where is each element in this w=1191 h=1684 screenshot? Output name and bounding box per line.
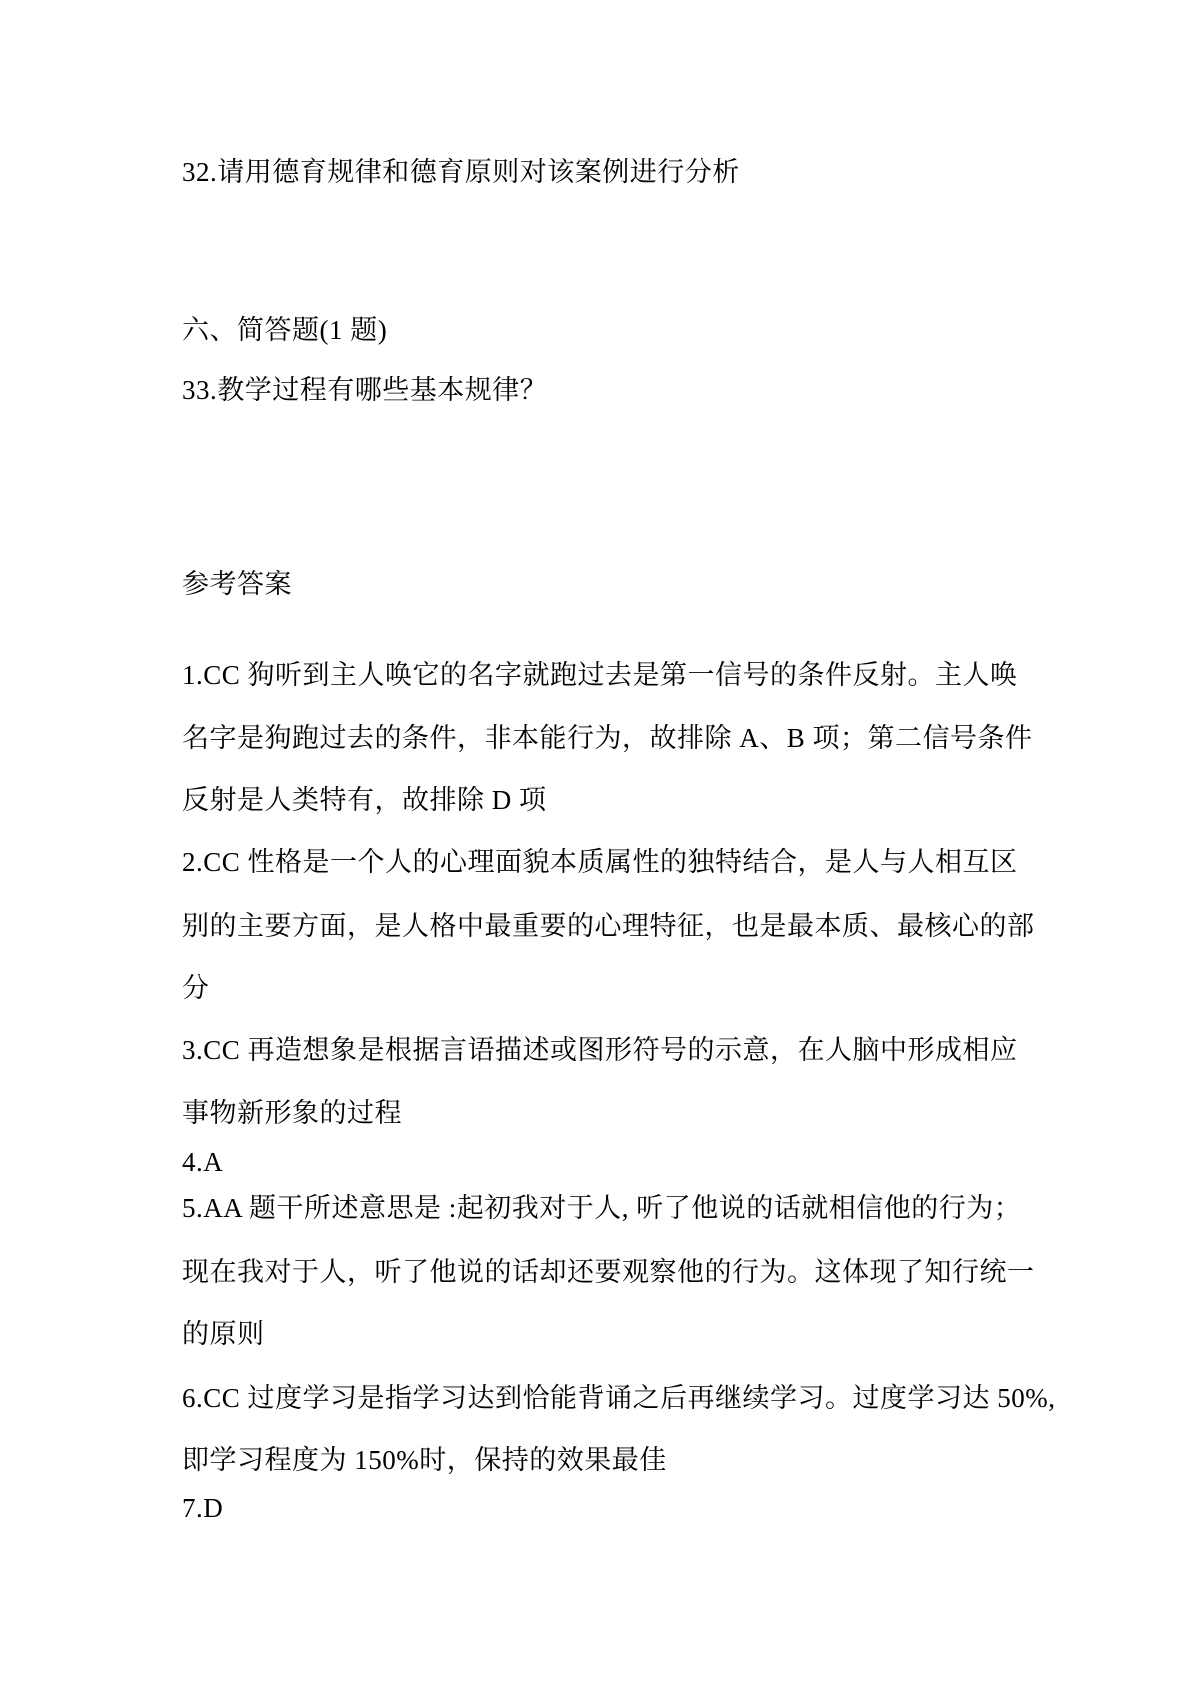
answer-line: 名字是狗跑过去的条件，非本能行为，故排除 A、B 项；第二信号条件 [182, 723, 1033, 753]
answer-line: 现在我对于人，听了他说的话却还要观察他的行为。这体现了知行统一 [182, 1257, 1035, 1287]
answers-heading: 参考答案 [182, 569, 292, 599]
answer-line: 5.AA 题干所述意思是 :起初我对于人, 听了他说的话就相信他的行为； [182, 1193, 1022, 1223]
section-6-heading: 六、简答题(1 题) [182, 315, 388, 345]
answer-line: 6.CC 过度学习是指学习达到恰能背诵之后再继续学习。过度学习达 50%, [182, 1383, 1056, 1413]
answer-line: 的原则 [182, 1319, 265, 1349]
answer-line: 反射是人类特有，故排除 D 项 [182, 785, 547, 815]
answer-line: 别的主要方面，是人格中最重要的心理特征，也是最本质、最核心的部 [182, 911, 1035, 941]
question-33: 33.教学过程有哪些基本规律？ [182, 375, 548, 405]
answer-line: 事物新形象的过程 [182, 1098, 402, 1128]
answer-line: 2.CC 性格是一个人的心理面貌本质属性的独特结合，是人与人相互区 [182, 847, 1018, 877]
answer-line: 即学习程度为 150%时，保持的效果最佳 [182, 1445, 667, 1475]
answer-line: 1.CC 狗听到主人唤它的名字就跑过去是第一信号的条件反射。主人唤 [182, 660, 1018, 690]
answer-line: 7.D [182, 1493, 224, 1523]
answer-line: 4.A [182, 1147, 224, 1177]
answer-line: 3.CC 再造想象是根据言语描述或图形符号的示意，在人脑中形成相应 [182, 1035, 1018, 1065]
question-32: 32.请用德育规律和德育原则对该案例进行分析 [182, 157, 740, 187]
answer-line: 分 [182, 973, 210, 1003]
